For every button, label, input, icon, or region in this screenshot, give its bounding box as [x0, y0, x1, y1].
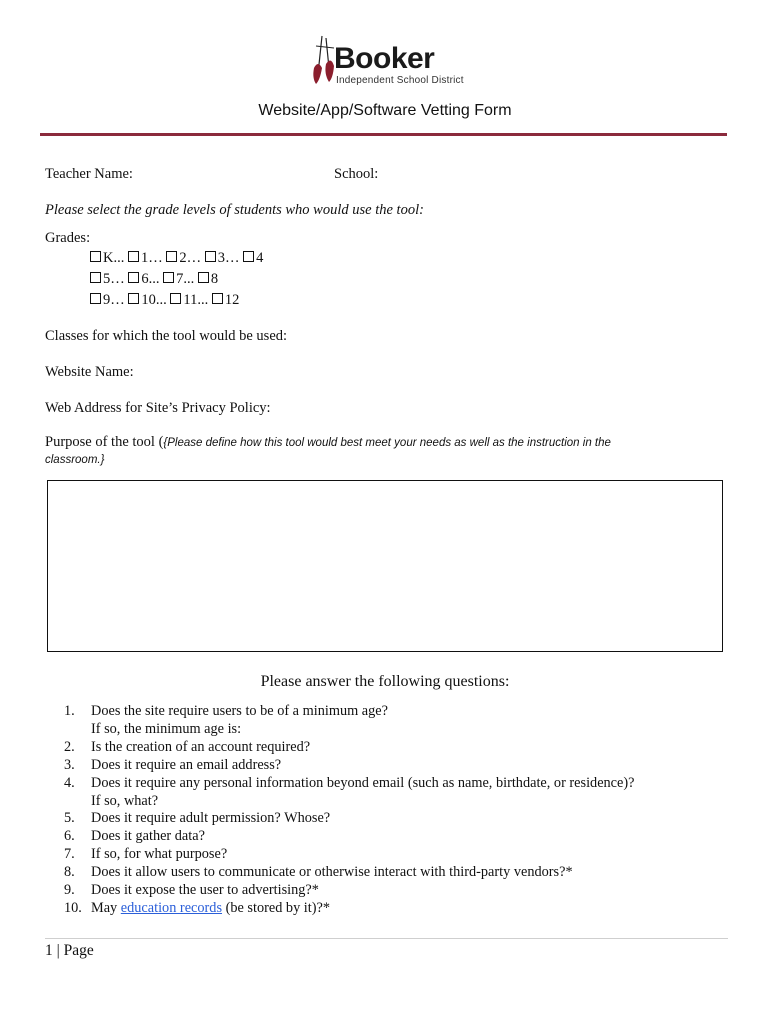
grade-label: 3…: [217, 250, 244, 266]
purpose-line: [45, 433, 611, 452]
grade-checkbox[interactable]: [163, 272, 174, 283]
grade-checkbox[interactable]: [128, 272, 139, 283]
list-item: [64, 864, 724, 882]
question-text: Does it allow users to communicate or otherwise interact with third-party vendors?*: [91, 864, 573, 881]
grade-label: K...: [103, 250, 125, 266]
question-subtext: If so, what?: [91, 792, 159, 809]
purpose-note-cont: classroom.}: [45, 454, 105, 466]
question-text: (be stored by it)?*: [222, 899, 331, 916]
question-subtext: If so, the minimum age is:: [91, 720, 242, 737]
question-number: 8.: [64, 864, 75, 881]
question-text: Does it require an email address?: [91, 756, 282, 773]
website-name-label: Website Name:: [45, 364, 134, 380]
grade-checkbox[interactable]: [170, 293, 181, 304]
question-text: Does it gather data?: [91, 828, 205, 845]
education-records-link[interactable]: education records: [120, 899, 223, 916]
list-item: [64, 739, 724, 757]
grade-label: 1…: [140, 250, 167, 266]
list-item: [64, 900, 724, 918]
grade-label: 4: [256, 250, 264, 266]
question-text: Does the site require users to be of a minimum age?: [91, 703, 388, 719]
question-number: 10.: [64, 899, 82, 916]
grade-checkbox[interactable]: [90, 272, 101, 283]
grade-label: 8: [210, 271, 219, 287]
grade-checkbox[interactable]: [205, 251, 216, 262]
grade-checkbox[interactable]: [128, 293, 139, 304]
grade-checkbox[interactable]: [243, 251, 254, 262]
logo-name: Booker: [334, 42, 435, 75]
question-text: Is the creation of an account required?: [91, 738, 311, 755]
classes-label: Classes for which the tool would be used:: [45, 328, 288, 344]
list-item: [64, 775, 724, 811]
question-number: 4.: [64, 774, 75, 791]
question-text: Does it require any personal information beyond email (such as name, birthdate, or residence)?: [91, 774, 635, 791]
grade-label: 9…: [103, 292, 129, 308]
grade-row-3: [90, 291, 239, 309]
grade-label: 2…: [179, 250, 205, 266]
feather-icon: [313, 36, 334, 84]
teacher-name-label: Teacher Name:: [45, 166, 133, 182]
grade-prompt: Please select the grade levels of students who would use the tool:: [45, 202, 424, 218]
grade-checkbox[interactable]: [212, 293, 223, 304]
list-item: [64, 703, 724, 739]
list-item: [64, 846, 724, 864]
purpose-note: {Please define how this tool would best meet your needs as well as the instruction in the: [163, 437, 611, 449]
list-item: [64, 757, 724, 775]
question-number: 9.: [64, 882, 75, 899]
question-number: 5.: [64, 810, 75, 827]
footer-divider: [45, 938, 728, 939]
purpose-textarea[interactable]: [47, 480, 723, 652]
question-text: Does it expose the user to advertising?*: [91, 882, 319, 899]
grade-checkbox[interactable]: [166, 251, 177, 262]
question-number: 1.: [64, 703, 75, 719]
question-text: May: [91, 899, 121, 916]
grade-checkbox[interactable]: [90, 293, 101, 304]
questions-list: [64, 703, 724, 918]
privacy-policy-label: Web Address for Site’s Privacy Policy:: [45, 400, 271, 416]
grade-checkbox[interactable]: [128, 251, 139, 262]
grade-label: 11...: [183, 292, 209, 308]
list-item: [64, 828, 724, 846]
grade-checkbox[interactable]: [90, 251, 101, 262]
questions-heading: Please answer the following questions:: [260, 673, 510, 690]
list-item: [64, 810, 724, 828]
grade-row-2: [90, 270, 218, 288]
page-number: 1 | Page: [45, 942, 94, 959]
question-text: Does it require adult permission? Whose?: [91, 810, 331, 827]
question-number: 7.: [64, 846, 75, 863]
title-divider: [40, 133, 727, 136]
grade-label: 6...: [141, 271, 164, 287]
form-title: Website/App/Software Vetting Form: [258, 102, 512, 119]
question-number: 6.: [64, 828, 75, 845]
grade-checkbox[interactable]: [198, 272, 209, 283]
question-text: If so, for what purpose?: [91, 846, 228, 863]
purpose-label: Purpose of the tool (: [45, 434, 164, 450]
grade-label: 12: [224, 292, 240, 308]
grade-row-1: [90, 249, 263, 267]
school-label: School:: [334, 166, 379, 182]
grade-label: 10...: [141, 292, 167, 308]
list-item: [64, 882, 724, 900]
grades-label: Grades:: [45, 230, 91, 246]
question-number: 3.: [64, 756, 75, 773]
question-number: 2.: [64, 738, 75, 755]
logo-subtitle: Independent School District: [336, 75, 464, 86]
grade-label: 7...: [176, 271, 198, 287]
grade-label: 5…: [103, 271, 129, 287]
